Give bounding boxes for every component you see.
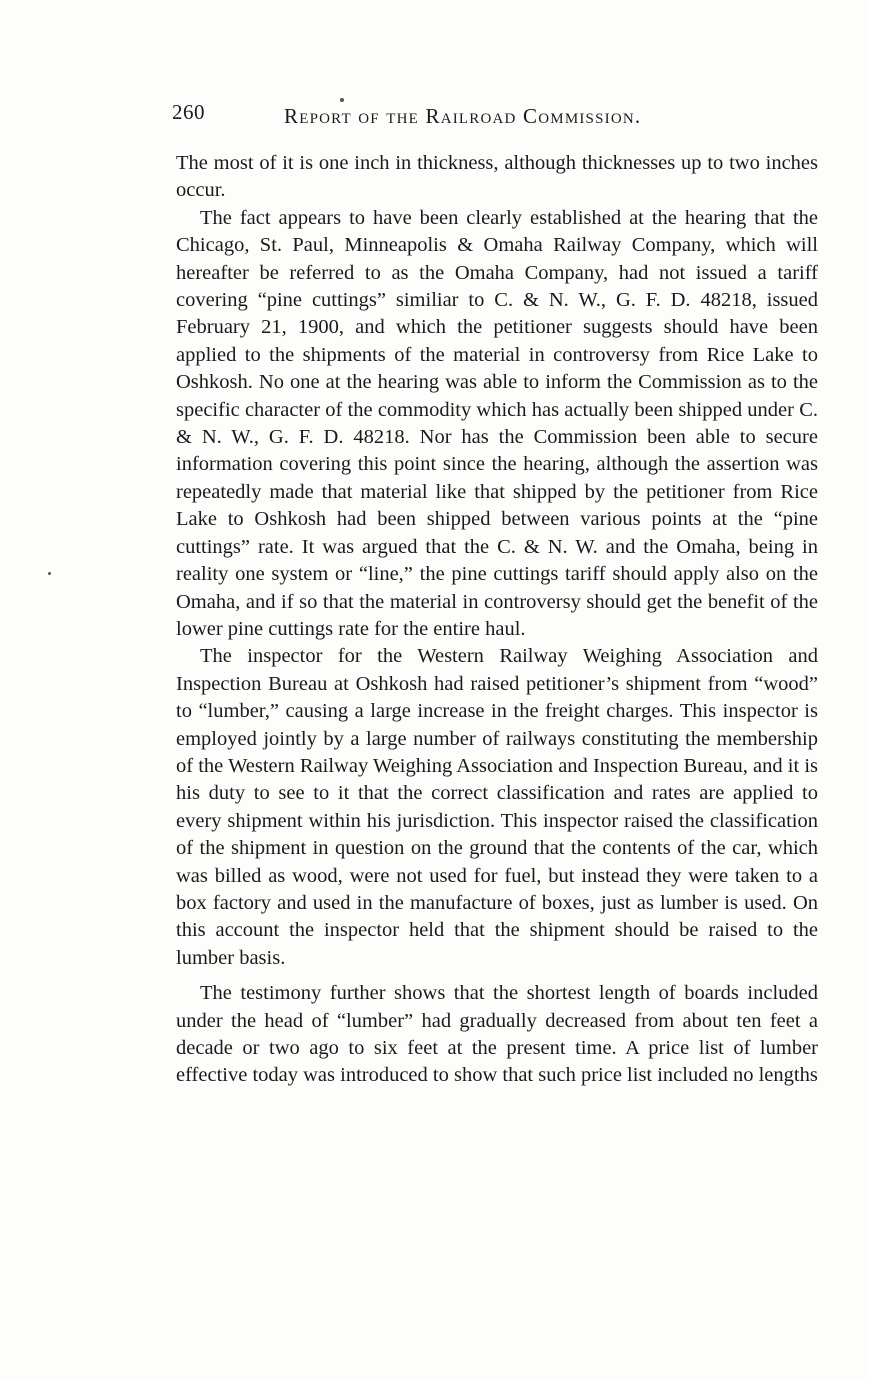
print-speck [340, 98, 344, 102]
print-speck [48, 572, 51, 575]
paragraph: The testimony further shows that the shortest length of boards included under the head of “lumber” had gradually decreased from about ten feet a decade or two ago to six feet at the present time. A price list of lumber effective today was introduced to show that such price list included no lengths [176, 982, 818, 1087]
paragraph: The inspector for the Western Railway Weighing Association and Inspection Bureau at Oshkosh had raised petitioner’s shipment from “wood” to “lumber,” causing a large increase in the freight charges. This inspector is employed jointly by a large number of railways constituting the membership of the Western Railway Weighing Association and Inspection Bureau, and it is his duty to see to it that the correct classification and rates are applied to every shipment within his jurisdiction. This inspector raised the classification of the shipment in question on the ground that the contents of the car, which was billed as wood, were not used for fuel, but instead they were taken to a box factory and used in the manufacture of boxes, just as lumber is used. On this account the inspector held that the shipment should be raised to the lumber basis. [176, 645, 818, 969]
body-text [176, 150, 818, 1090]
page-number: 260 [172, 100, 205, 124]
running-head: Report of the Railroad Commission. [284, 104, 642, 128]
page-header [172, 100, 822, 136]
paragraph: The fact appears to have been clearly established at the hearing that the Chicago, St. Paul, Minneapolis & Omaha Railway Company, which will hereafter be referred to as the Omaha Company, had not issued a tariff covering “pine cuttings” similiar to C. & N. W., G. F. D. 48218, issued February 21, 1900, and which the petitioner suggests should have been applied to the shipments of the material in controversy from Rice Lake to Oshkosh. No one at the hearing was able to inform the Commission as to the specific character of the commodity which has actually been shipped under C. & N. W., G. F. D. 48218. Nor has the Commission been able to secure information covering this point since the hearing, although the assertion was repeatedly made that material like that shipped by the petitioner from Rice Lake to Oshkosh had been shipped between various points at the “pine cuttings” rate. It was argued that the C. & N. W. and the Omaha, being in reality one system or “line,” the pine cuttings tariff should apply also on the Omaha, and if so that the material in controversy should get the benefit of the lower pine cuttings rate for the entire haul. [176, 206, 818, 640]
paragraph-continuation: The most of it is one inch in thickness, although thicknesses up to two inches occur. [176, 152, 818, 202]
